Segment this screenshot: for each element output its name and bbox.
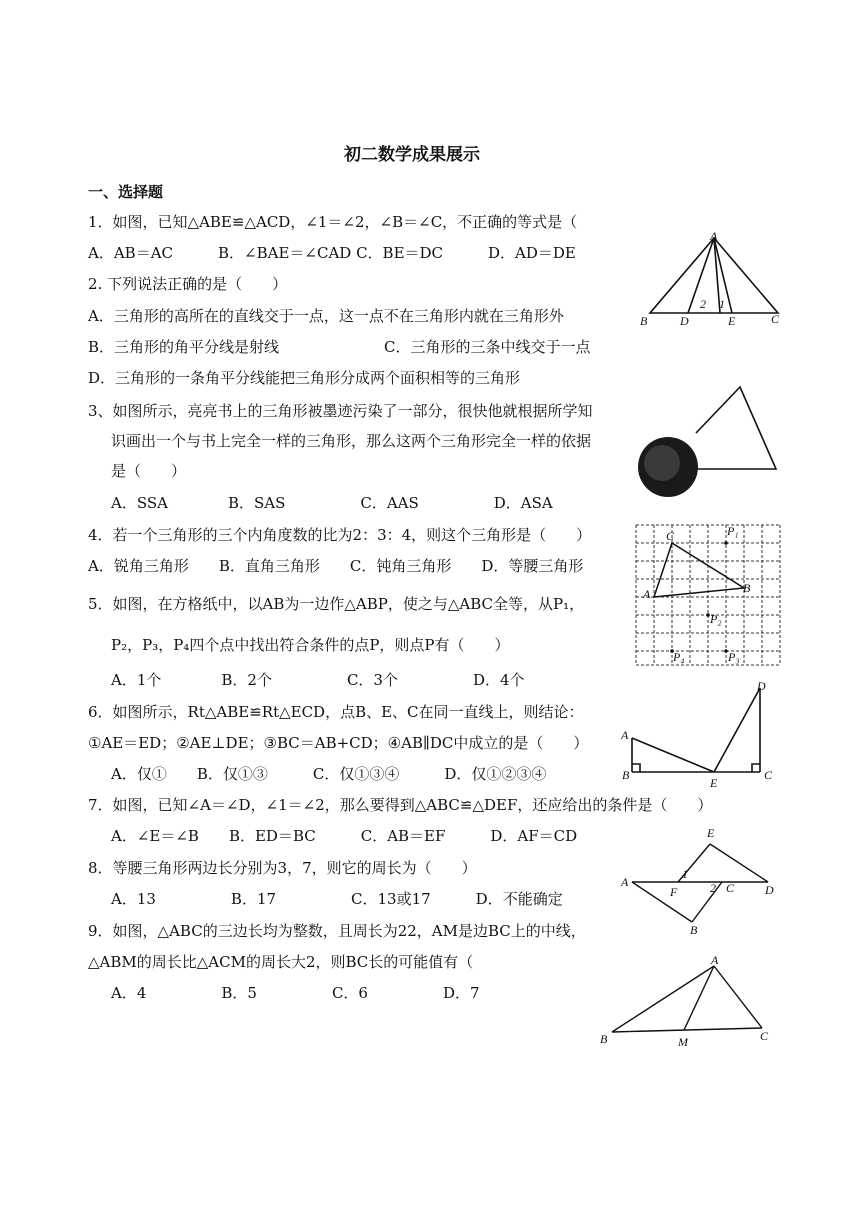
fig7-label-d: D (765, 883, 774, 897)
figure-q1-triangle (630, 228, 790, 333)
fig7-label-e: E (707, 826, 715, 840)
fig1-label-a: A (710, 229, 718, 243)
fig5-label-b: B (743, 581, 751, 595)
figure-q3-ink-triangle (634, 383, 784, 483)
fig5-label-a: A (643, 587, 651, 601)
fig9-label-b: B (600, 1032, 608, 1046)
figure-q6-right-triangles (618, 680, 778, 790)
question-1-options: A．AB＝AC B．∠BAE＝∠CAD C．BE＝DC D．AD＝DE (88, 244, 576, 262)
question-9-stem-line2: △ABM的周长比△ACM的周长大2，则BC长的可能值有（ (88, 953, 474, 971)
question-7-stem: 7．如图，已知∠A＝∠D，∠1＝∠2，那么要得到△ABC≌△DEF，还应给出的条件是（ ） (88, 796, 713, 814)
fig9-label-a: A (711, 953, 719, 967)
question-9-stem-line1: 9．如图，△ABC的三边长均为整数，且周长为22，AM是边BC上的中线， (88, 922, 586, 940)
question-5-options: A．1个 B．2个 C．3个 D．4个 (111, 671, 525, 689)
fig5-label-c: C (666, 529, 675, 543)
question-7-options: A．∠E＝∠B B．ED＝BC C．AB＝EF D．AF＝CD (111, 827, 578, 845)
question-9-options: A．4 B．5 C．6 D．7 (111, 984, 480, 1002)
page-title: 初二数学成果展示 (344, 145, 480, 165)
fig9-label-m: M (678, 1035, 688, 1049)
fig6-label-d: D (757, 679, 766, 693)
fig5-label-p2: P₂ (710, 612, 722, 626)
question-1-stem: 1．如图，已知△ABE≌△ACD，∠1＝∠2，∠B＝∠C，不正确的等式是（ (88, 213, 578, 231)
fig6-label-e: E (710, 776, 718, 790)
question-8-options: A．13 B．17 C．13或17 D．不能确定 (111, 890, 563, 908)
question-3-stem-line2: 识画出一个与书上完全一样的三角形，那么这两个三角形完全一样的依据 (111, 432, 592, 450)
fig7-label-a: A (621, 875, 629, 889)
question-8-stem: 8．等腰三角形两边长分别为3，7，则它的周长为（ ） (88, 859, 477, 877)
question-6-options: A．仅① B．仅①③ C．仅①③④ D．仅①②③④ (111, 765, 547, 783)
fig6-label-b: B (622, 768, 630, 782)
question-2-option-bc: B．三角形的角平分线是射线 C．三角形的三条中线交于一点 (88, 338, 591, 356)
question-6-stem-line1: 6．如图所示，Rt△ABE≌Rt△ECD，点B、E、C在同一直线上，则结论： (88, 703, 584, 721)
figure-q7-quadrilateral (618, 824, 786, 936)
question-3-options: A．SSA B．SAS C．AAS D．ASA (111, 494, 553, 512)
fig1-label-2: 2 (700, 297, 706, 311)
figure-q9-median-triangle (598, 952, 778, 1052)
fig5-label-p4: P₄ (673, 650, 685, 664)
fig7-label-1: 1 (682, 867, 688, 881)
fig1-label-1: 1 (719, 297, 725, 311)
fig1-label-b: B (640, 314, 648, 328)
fig7-label-2: 2 (710, 881, 716, 895)
figure-q5-grid (633, 522, 783, 668)
question-6-stem-line2: ①AE＝ED；②AE⊥DE；③BC＝AB+CD；④AB∥DC中成立的是（ ） (88, 734, 589, 752)
fig5-label-p3: P₃ (728, 650, 740, 664)
question-2-option-d: D．三角形的一条角平分线能把三角形分成两个面积相等的三角形 (88, 369, 521, 387)
fig6-label-a: A (621, 728, 629, 742)
question-4-options: A．锐角三角形 B．直角三角形 C．钝角三角形 D．等腰三角形 (88, 557, 584, 575)
question-3-stem-line1: 3、如图所示，亮亮书上的三角形被墨迹污染了一部分，很快他就根据所学知 (88, 402, 593, 420)
fig1-label-d: D (680, 314, 689, 328)
question-4-stem: 4．若一个三角形的三个内角度数的比为2：3：4，则这个三角形是（ ） (88, 526, 592, 544)
fig1-label-e: E (728, 314, 736, 328)
fig9-label-c: C (760, 1029, 769, 1043)
question-2-stem: 2. 下列说法正确的是（ ） (88, 275, 288, 293)
question-2-option-a: A．三角形的高所在的直线交于一点，这一点不在三角形内就在三角形外 (88, 307, 564, 325)
question-5-stem-line2: P₂，P₃，P₄四个点中找出符合条件的点P，则点P有（ ） (111, 636, 510, 654)
fig5-label-p1: P₁ (727, 524, 739, 538)
question-5-stem-line1: 5．如图，在方格纸中，以AB为一边作△ABP，使之与△ABC全等，从P₁， (88, 595, 585, 613)
question-3-stem-line3: 是（ ） (111, 462, 187, 480)
fig7-label-c: C (726, 881, 735, 895)
fig7-label-f: F (670, 885, 678, 899)
fig7-label-b: B (690, 923, 698, 937)
fig1-label-c: C (771, 312, 780, 326)
section-heading: 一、选择题 (88, 183, 164, 201)
fig6-label-c: C (764, 768, 773, 782)
